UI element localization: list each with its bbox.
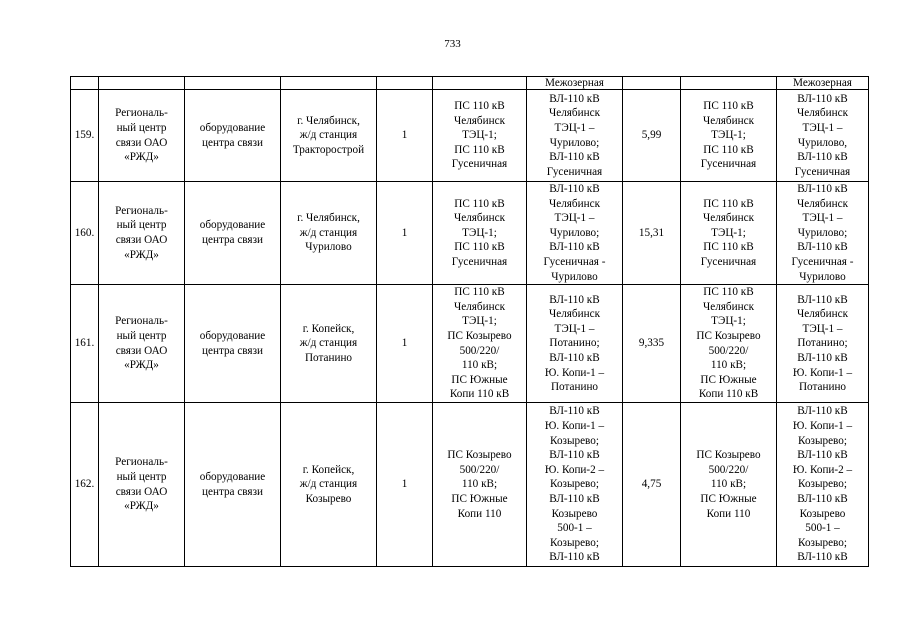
owner-line: «РЖД» [124, 359, 159, 372]
object-line: оборудование [199, 121, 266, 134]
line2-cell [777, 90, 869, 182]
table-row [71, 285, 869, 403]
location-cell [281, 403, 377, 567]
power-line2: ВЛ-110 кВ [797, 405, 848, 418]
power-line: ВЛ-110 кВ [549, 492, 600, 505]
owner-line: ный центр [116, 471, 167, 484]
location-line: Чурилово [305, 241, 352, 254]
substation-line: ПС Козырево [447, 449, 512, 462]
power-line: Ю. Копи-1 – [544, 366, 605, 379]
power-line2: Чурилово; [797, 226, 848, 239]
power-line2: Козырево; [798, 478, 847, 491]
owner-line: Региональ- [115, 456, 168, 469]
row-number: 162. [71, 403, 99, 567]
substation-line: ПС Южные [451, 492, 508, 505]
power-line: Чурилово; [549, 136, 600, 149]
owner-line: связи ОАО [115, 234, 168, 247]
substation-line: ПС Южные [451, 373, 508, 386]
object-line: оборудование [199, 471, 266, 484]
header-cell [71, 77, 99, 90]
power-line2: Ю. Копи-2 – [792, 463, 853, 476]
object-line: центра связи [202, 136, 263, 149]
substation-line: ТЭЦ-1; [462, 226, 497, 239]
object-cell [185, 90, 281, 182]
power-line: ВЛ-110 кВ [549, 183, 600, 195]
power-line2: ВЛ-110 кВ [797, 183, 848, 195]
location-line: ж/д станция [299, 129, 358, 142]
power-line: Козырево; [550, 478, 599, 491]
location-line: ж/д станция [299, 226, 358, 239]
substation-line: Челябинск [453, 212, 506, 225]
owner-line: «РЖД» [124, 248, 159, 261]
power-line: ВЛ-110 кВ [549, 551, 600, 564]
header-cell [623, 77, 681, 90]
location-line: ж/д станция [299, 337, 358, 350]
power-line2: Гусеничная - [791, 255, 854, 268]
location-cell [281, 90, 377, 182]
substation2-line: ПС Южные [700, 373, 757, 386]
object-line: центра связи [202, 234, 263, 247]
object-line: центра связи [202, 485, 263, 498]
power-line: ВЛ-110 кВ [549, 449, 600, 462]
row-number: 161. [71, 285, 99, 403]
power-line: Чурилово [551, 270, 598, 283]
header-cell-line2: Межозерная [777, 77, 869, 90]
power-line2: ВЛ-110 кВ [797, 293, 848, 306]
power-line2: Челябинск [796, 308, 849, 321]
substation-cell [433, 285, 527, 403]
substation-line: ПС 110 кВ [454, 143, 505, 156]
power-line2: Челябинск [796, 107, 849, 120]
substation2-line: Копи 110 [706, 507, 751, 520]
power-line: ВЛ-110 кВ [549, 351, 600, 364]
power-line2: ТЭЦ-1 – [802, 322, 843, 335]
substation-line: ПС 110 кВ [454, 241, 505, 254]
power-line: ВЛ-110 кВ [549, 405, 600, 418]
power-line: Козырево; [550, 434, 599, 447]
substation-cell [433, 403, 527, 567]
owner-cell [99, 90, 185, 182]
location-cell [281, 285, 377, 403]
substation2-line: Челябинск [702, 114, 755, 127]
substation-line: ПС Козырево [447, 330, 512, 343]
owner-line: связи ОАО [115, 485, 168, 498]
substation2-line: ПС 110 кВ [703, 241, 754, 254]
power-line: Ю. Копи-1 – [544, 419, 605, 432]
substation2-line: Гусеничная [700, 255, 757, 268]
power-line2: Ю. Копи-1 – [792, 419, 853, 432]
power-line: 500-1 – [557, 522, 592, 535]
substation-line: 500/220/ [459, 344, 500, 357]
substation-line: ТЭЦ-1; [462, 129, 497, 142]
object-cell [185, 403, 281, 567]
power-line2: ТЭЦ-1 – [802, 212, 843, 225]
substation-cell [433, 182, 527, 285]
substation-cell [433, 90, 527, 182]
owner-line: «РЖД» [124, 500, 159, 513]
quantity-cell: 1 [377, 403, 433, 567]
header-cell [433, 77, 527, 90]
power-line: Челябинск [548, 197, 601, 210]
header-cell [185, 77, 281, 90]
owner-cell [99, 403, 185, 567]
owner-line: «РЖД» [124, 151, 159, 164]
quantity-cell: 1 [377, 182, 433, 285]
owner-line: ный центр [116, 121, 167, 134]
substation2-line: ПС Козырево [696, 330, 761, 343]
row-number: 159. [71, 90, 99, 182]
power-line2: ВЛ-110 кВ [797, 92, 848, 105]
owner-line: Региональ- [115, 315, 168, 328]
power-line2: Козырево [799, 507, 846, 520]
substation2-cell [681, 285, 777, 403]
value-cell: 5,99 [623, 90, 681, 182]
power-line: Чурилово; [549, 226, 600, 239]
location-line: Козырево [305, 492, 352, 505]
owner-line: связи ОАО [115, 344, 168, 357]
line-cell [527, 403, 623, 567]
substation2-cell [681, 403, 777, 567]
location-line: Потанино [304, 351, 353, 364]
location-line: г. Копейск, [302, 463, 355, 476]
location-line: г. Челябинск, [297, 114, 360, 127]
substation2-cell [681, 182, 777, 285]
power-line2: Потанино [798, 381, 847, 394]
substation2-line: 110 кВ; [710, 478, 747, 491]
owner-cell [99, 285, 185, 403]
substation2-line: ПС 110 кВ [703, 143, 754, 156]
substation-line: ПС 110 кВ [454, 286, 505, 299]
quantity-cell: 1 [377, 285, 433, 403]
substation2-line: ПС 110 кВ [703, 286, 754, 299]
power-line: Козырево; [550, 536, 599, 549]
location-cell [281, 182, 377, 285]
table-row [71, 182, 869, 285]
power-line: Челябинск [548, 107, 601, 120]
owner-line: связи ОАО [115, 136, 168, 149]
substation-line: Копи 110 кВ [449, 388, 510, 401]
substation2-line: Гусеничная [700, 158, 757, 171]
quantity-cell: 1 [377, 90, 433, 182]
substation2-line: Челябинск [702, 300, 755, 313]
power-line2: Чурилово [799, 270, 846, 283]
power-line: ТЭЦ-1 – [554, 121, 595, 134]
line-cell [527, 285, 623, 403]
power-line: ВЛ-110 кВ [549, 92, 600, 105]
header-cell [281, 77, 377, 90]
owner-line: ный центр [116, 330, 167, 343]
power-line: ВЛ-110 кВ [549, 293, 600, 306]
substation2-line: ТЭЦ-1; [711, 315, 746, 328]
substation2-line: ПС 110 кВ [703, 100, 754, 113]
substation2-line: 500/220/ [708, 463, 749, 476]
table-header-row [71, 77, 869, 90]
substation-line: ПС 110 кВ [454, 100, 505, 113]
power-line2: ВЛ-110 кВ [797, 449, 848, 462]
substation2-line: ПС Южные [700, 492, 757, 505]
table-row [71, 403, 869, 567]
line-cell [527, 90, 623, 182]
substation-line: 500/220/ [459, 463, 500, 476]
substation-line: Гусеничная [451, 255, 508, 268]
power-line2: Челябинск [796, 197, 849, 210]
substation-line: ПС 110 кВ [454, 197, 505, 210]
page-number: 733 [444, 38, 461, 50]
header-cell [99, 77, 185, 90]
owner-line: Региональ- [115, 107, 168, 120]
value-cell: 15,31 [623, 182, 681, 285]
substation-line: 110 кВ; [461, 359, 498, 372]
power-line: Козырево [551, 507, 598, 520]
power-line2: Чурилово, [797, 136, 848, 149]
substation-line: Гусеничная [451, 158, 508, 171]
substation-line: 110 кВ; [461, 478, 498, 491]
power-line: ВЛ-110 кВ [549, 151, 600, 164]
location-line: г. Копейск, [302, 322, 355, 335]
substation2-line: 500/220/ [708, 344, 749, 357]
substation2-cell [681, 90, 777, 182]
power-line: Потанино [550, 381, 599, 394]
table-row [71, 90, 869, 182]
line2-cell [777, 285, 869, 403]
power-line: Гусеничная - [543, 255, 606, 268]
power-line: Челябинск [548, 308, 601, 321]
value-cell: 9,335 [623, 285, 681, 403]
substation2-line: Челябинск [702, 212, 755, 225]
location-line: г. Челябинск, [297, 212, 360, 225]
substation2-line: ПС Козырево [696, 449, 761, 462]
row-number: 160. [71, 182, 99, 285]
power-line: ТЭЦ-1 – [554, 212, 595, 225]
substation2-line: ПС 110 кВ [703, 197, 754, 210]
power-line2: 500-1 – [805, 522, 840, 535]
substation-line: ТЭЦ-1; [462, 315, 497, 328]
header-cell [681, 77, 777, 90]
header-cell-line: Межозерная [527, 77, 623, 90]
power-line: Гусеничная [546, 165, 603, 178]
substation-line: Челябинск [453, 300, 506, 313]
power-line: Потанино; [549, 337, 600, 350]
object-line: оборудование [199, 330, 266, 343]
power-line2: ВЛ-110 кВ [797, 151, 848, 164]
power-line2: Козырево; [798, 434, 847, 447]
location-line: ж/д станция [299, 478, 358, 491]
power-line2: ВЛ-110 кВ [797, 492, 848, 505]
substation2-line: 110 кВ; [710, 359, 747, 372]
power-line: Ю. Копи-2 – [544, 463, 605, 476]
data-table [70, 76, 869, 567]
substation2-line: Копи 110 кВ [698, 388, 759, 401]
power-line2: ВЛ-110 кВ [797, 551, 848, 564]
header-cell [377, 77, 433, 90]
owner-cell [99, 182, 185, 285]
substation-line: Челябинск [453, 114, 506, 127]
power-line2: Потанино; [797, 337, 848, 350]
substation2-line: ТЭЦ-1; [711, 226, 746, 239]
substation-line: Копи 110 [457, 507, 502, 520]
object-line: оборудование [199, 219, 266, 232]
power-line2: Ю. Копи-1 – [792, 366, 853, 379]
owner-line: ный центр [116, 219, 167, 232]
line2-cell [777, 403, 869, 567]
power-line2: Гусеничная [794, 165, 851, 178]
location-line: Тракторострой [292, 143, 365, 156]
power-line: ВЛ-110 кВ [549, 241, 600, 254]
line-cell [527, 182, 623, 285]
owner-line: Региональ- [115, 204, 168, 217]
substation2-line: ТЭЦ-1; [711, 129, 746, 142]
power-line2: ВЛ-110 кВ [797, 241, 848, 254]
value-cell: 4,75 [623, 403, 681, 567]
object-cell [185, 285, 281, 403]
power-line2: Козырево; [798, 536, 847, 549]
power-line: ТЭЦ-1 – [554, 322, 595, 335]
line2-cell [777, 182, 869, 285]
object-line: центра связи [202, 344, 263, 357]
power-line2: ТЭЦ-1 – [802, 121, 843, 134]
power-line2: ВЛ-110 кВ [797, 351, 848, 364]
object-cell [185, 182, 281, 285]
